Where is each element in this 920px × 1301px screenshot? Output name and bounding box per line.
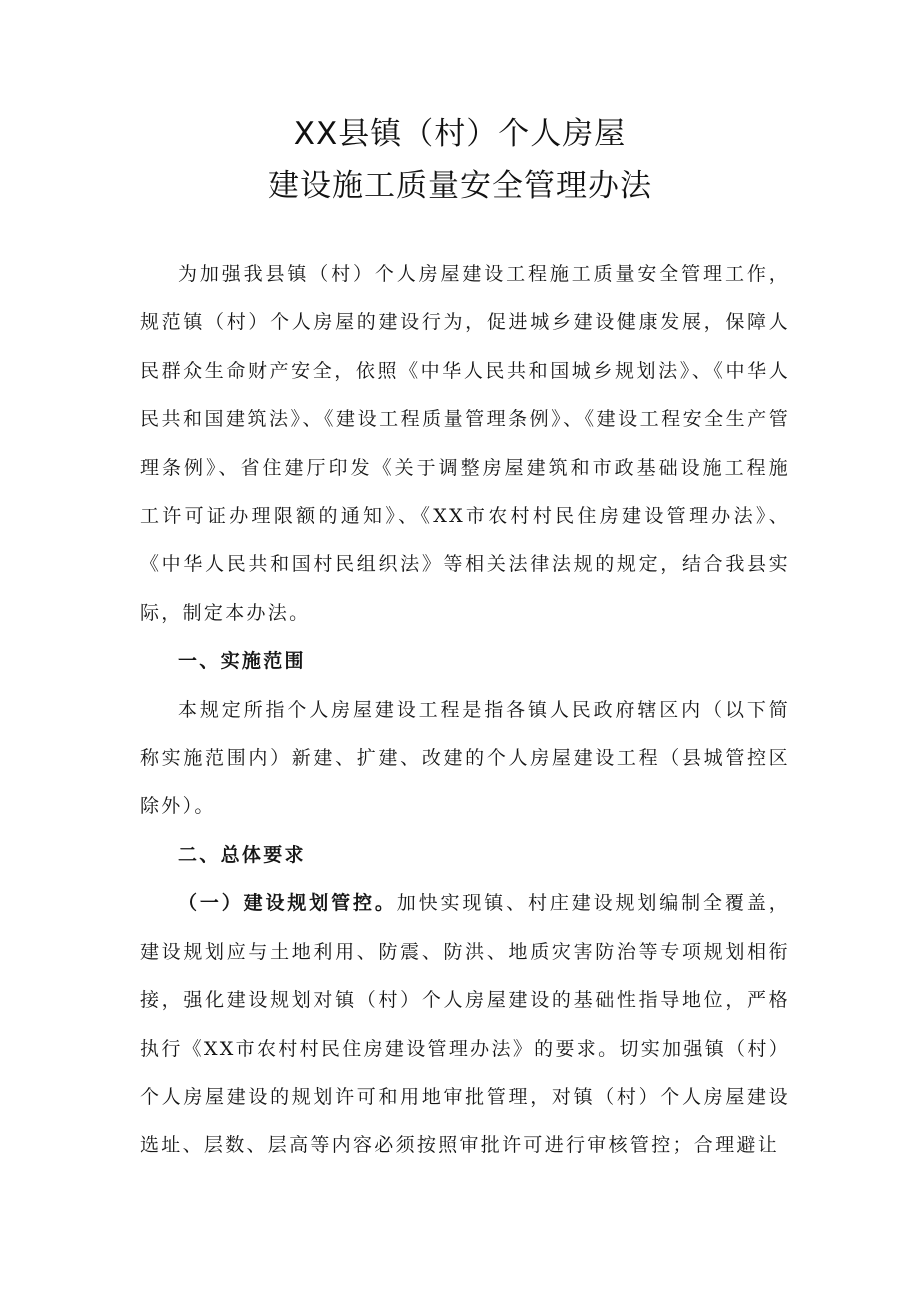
section-2-item-1-lead: （一）建设规划管控。 <box>178 892 397 915</box>
section-1-heading: 一、实施范围 <box>178 650 306 673</box>
document-body <box>140 250 790 1170</box>
intro-paragraph: 为加强我县镇（村）个人房屋建设工程施工质量安全管理工作，规范镇（村）个人房屋的建设行为，促进城乡建设健康发展，保障人民群众生命财产安全，依照《中华人民共和国城乡规划法》、《中华人民共和国建筑法》、《建设工程质量管理条例》、《建设工程安全生产管理条例》、省住建厅印发《关于调整房屋建筑和市政基础设施工程施工许可证办理限额的通知》、《XX市农村村民住房建设管理办法》、《中华人民共和国村民组织法》等相关法律法规的规定，结合我县实际，制定本办法。 <box>140 263 790 624</box>
document-title-line-2: 建设施工质量安全管理办法 <box>268 168 652 204</box>
section-2-heading: 二、总体要求 <box>178 843 306 866</box>
section-1-paragraph: 本规定所指个人房屋建设工程是指各镇人民政府辖区内（以下简称实施范围内）新建、扩建、改建的个人房屋建设工程（县城管控区除外）。 <box>140 698 790 818</box>
document-title-line-1: XX县镇（村）个人房屋 <box>293 116 627 152</box>
section-2-item-1-text: 加快实现镇、村庄建设规划编制全覆盖，建设规划应与土地利用、防震、防洪、地质灾害防治等专项规划相衔接，强化建设规划对镇（村）个人房屋建设的基础性指导地位，严格执行《XX市农村村民住房建设管理办法》的要求。切实加强镇（村）个人房屋建设的规划许可和用地审批管理，对镇（村）个人房屋建设选址、层数、层高等内容必须按照审批许可进行审核管控；合理避让 <box>140 892 790 1157</box>
section-2-item-1-paragraph <box>140 879 790 1169</box>
